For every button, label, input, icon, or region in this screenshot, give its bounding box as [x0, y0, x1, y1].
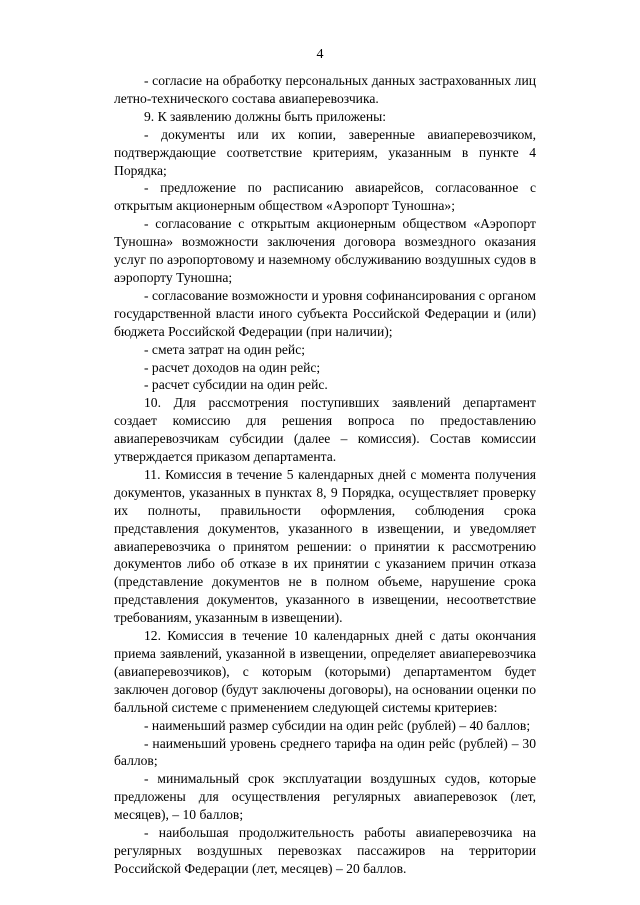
criterion-carrier-experience: - наибольшая продолжительность работы авиаперевозчика на регулярных воздушных перевозках пассажиров на территории Российской Федерации (лет, месяцев) – 20 баллов. — [114, 825, 536, 876]
list-item-airport-agreement: - согласование с открытым акционерным обществом «Аэропорт Туношна» возможности заключения договора возмездного оказания услуг по аэропортовому и наземному обслуживанию воздушных судов в аэропорту Туношна; — [114, 216, 536, 285]
document-body — [114, 72, 536, 878]
paragraph-11: 11. Комиссия в течение 5 календарных дней с момента получения документов, указанных в пунктах 8, 9 Порядка, осуществляет проверку их полноты, правильности оформления, соблюдения срока представления документов, указанного в извещении, и уведомляет авиаперевозчика о принятом решении: о принятии к рассмотрению документов либо об отказе в их принятии с указанием причин отказа (представление документов не в полном объеме, нарушение срока представления документов, указанного в извещении, несоответствие требованиям, указанным в извещении). — [114, 466, 536, 626]
criterion-average-tariff: - наименьший уровень среднего тарифа на один рейс (рублей) – 30 баллов; — [114, 735, 536, 769]
list-item-income-calculation: - расчет доходов на один рейс; — [144, 359, 321, 375]
criterion-aircraft-age: - минимальный срок эксплуатации воздушных судов, которые предложены для осуществления регулярных авиаперевозок (лет, месяцев), – 10 баллов; — [114, 771, 536, 823]
criterion-subsidy-size: - наименьший размер субсидии на один рейс (рублей) – 40 баллов; — [144, 717, 531, 733]
paragraph-9-heading: 9. К заявлению должны быть приложены: — [144, 108, 386, 124]
list-item-documents: - документы или их копии, заверенные авиаперевозчиком, подтверждающие соответствие критериям, указанным в пункте 4 Порядка; — [114, 126, 536, 178]
paragraph-consent: - согласие на обработку персональных данных застрахованных лиц летно-технического состава авиаперевозчика. — [114, 73, 536, 106]
paragraph-12: 12. Комиссия в течение 10 календарных дней с даты окончания приема заявлений, указанной в извещении, определяет авиаперевозчика (авиаперевозчиков), с которым (которыми) департаментом будет заключен договор (будут заключены договоры), на основании оценки по балльной системе с применением следующей системы критериев: — [114, 628, 536, 715]
list-item-schedule-proposal: - предложение по расписанию авиарейсов, согласованное с открытым акционерным обществом «Аэропорт Туношна»; — [114, 180, 536, 214]
page-number: 4 — [316, 47, 324, 62]
list-item-subsidy-calculation: - расчет субсидии на один рейс. — [144, 377, 328, 393]
list-item-cofinancing: - согласование возможности и уровня софинансирования с органом государственной власти иного субъекта Российской Федерации и (или) бюджета Российской Федерации (при наличии); — [114, 287, 536, 339]
paragraph-10: 10. Для рассмотрения поступивших заявлений департамент создает комиссию для решения вопроса по предоставлению авиаперевозчикам субсидии (далее – комиссия). Состав комиссии утверждается приказом департамента. — [114, 395, 536, 465]
list-item-cost-estimate: - смета затрат на один рейс; — [144, 341, 306, 357]
